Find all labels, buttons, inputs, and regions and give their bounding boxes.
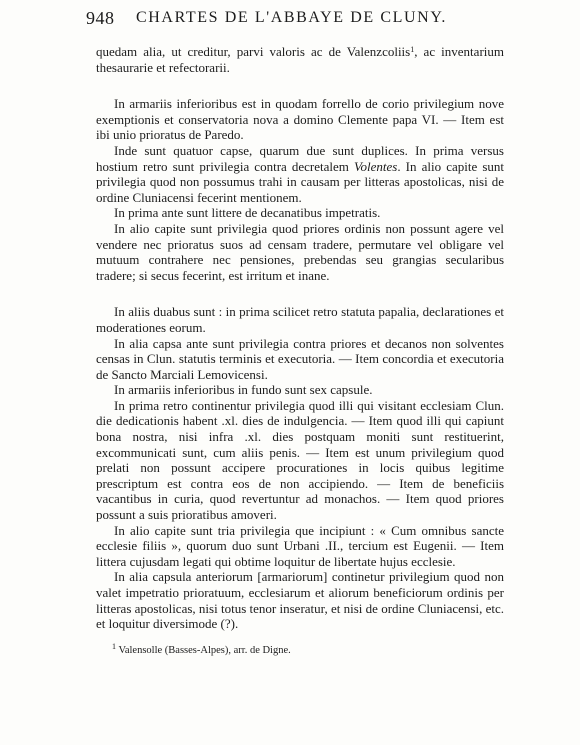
- text-segment: In prima ante sunt littere de decanatibus impetratis.: [114, 205, 381, 221]
- page-number: 948: [86, 8, 115, 28]
- text-segment: In alia capsula anteriorum [armariorum] continetur privilegium quod non valet impetratio prioratuum, ecclesiarum et aliorum beneficiorum ordinis per litteras apostolicas, nisi totus tenor inseratur, et nisi de ordine Cluniacensi, etc. et loquitur diversimode (?).: [96, 569, 504, 632]
- paragraph-spacer: [96, 283, 504, 304]
- footnote-marker: 1: [112, 642, 116, 651]
- paragraph: [96, 523, 504, 570]
- paragraph: [96, 336, 504, 383]
- page-header: [86, 8, 502, 30]
- paragraph: [96, 205, 504, 221]
- text-segment: In armariis inferioribus in fundo sunt sex capsule.: [114, 382, 373, 398]
- text-segment: In alia capsa ante sunt privilegia contra priores et decanos non solventes censas in Clun. statutis terminis et executoria. — Item concordia et executoria de Sancto Marciali Lemovicensi.: [96, 335, 504, 382]
- footnote: [112, 644, 492, 657]
- paragraph: [96, 44, 504, 75]
- paragraph-spacer: [96, 75, 504, 96]
- text-segment: Inde sunt quatuor capse, quarum due sunt duplices. In prima versus hostium retro sunt privilegia contra decretalem: [96, 142, 504, 174]
- text-segment: In prima retro continentur privilegia quod illi qui visitant ecclesiam Clun. die dedicationis habent .xl. dies de indulgencia. — Item quod illi qui capiunt bona nostra, nisi infra .xl. dies postquam moniti sunt restituerint, excommunicati sunt, cum aliis penis. — Item est unum privilegium quod prelati non possunt accipere procurationes in locis quibus legitime prescriptum est contra eos de non accipiendo. — Item de beneficiis vacantibus in curia, quod revertuntur ad monachos. — Item quod priores possunt a suis prioratibus amoveri.: [96, 397, 504, 523]
- text-segment: . In alio capite sunt privilegia quod non possumus trahi in causam per litteras apostolicas, nisi de ordine Cluniacensi fecerint mentionem.: [96, 158, 504, 205]
- text-segment: In alio capite sunt privilegia quod priores ordinis non possunt agere vel vendere nec prioratus suos ad censam tradere, permutare vel obligare vel mutuum contrahere nec pensiones, prebendas seu grangias secularibus tradere; si secus fecerint, est irritum et inane.: [96, 220, 504, 283]
- text-segment: Volentes: [354, 158, 398, 174]
- paragraph: [96, 96, 504, 143]
- text-segment: In aliis duabus sunt : in prima scilicet retro statuta papalia, declarationes et moderationes eorum.: [96, 304, 504, 335]
- footnote-text: Valensolle (Basses-Alpes), arr. de Digne.: [118, 645, 291, 656]
- text-segment: In armariis inferioribus est in quodam forrello de corio privilegium nove exemptionis et conservatoria nova a domino Clemente papa VI. — Item est ibi unio prioratus de Paredo.: [96, 96, 504, 143]
- footnote-ref: 1: [410, 45, 415, 54]
- paragraph: [96, 569, 504, 631]
- main-text: [96, 44, 504, 632]
- text-segment: , ac inventarium thesaurarie et refectorarii.: [96, 44, 504, 75]
- running-title: CHARTES DE L'ABBAYE DE CLUNY.: [136, 9, 448, 26]
- paragraph: [96, 304, 504, 335]
- paragraph: [96, 143, 504, 205]
- text-segment: In alio capite sunt tria privilegia que incipiunt : « Cum omnibus sancte ecclesie filiis », quorum duo sunt Urbani .II., tercium est Eugenii. — Item littera cujusdam legati qui obtime loquitur de libertate hujus ecclesie.: [96, 522, 504, 569]
- paragraph: [96, 398, 504, 523]
- paragraph: [96, 382, 504, 398]
- paragraph: [96, 221, 504, 283]
- text-segment: quedam alia, ut creditur, parvi valoris ac de Valenzcoliis: [96, 44, 411, 59]
